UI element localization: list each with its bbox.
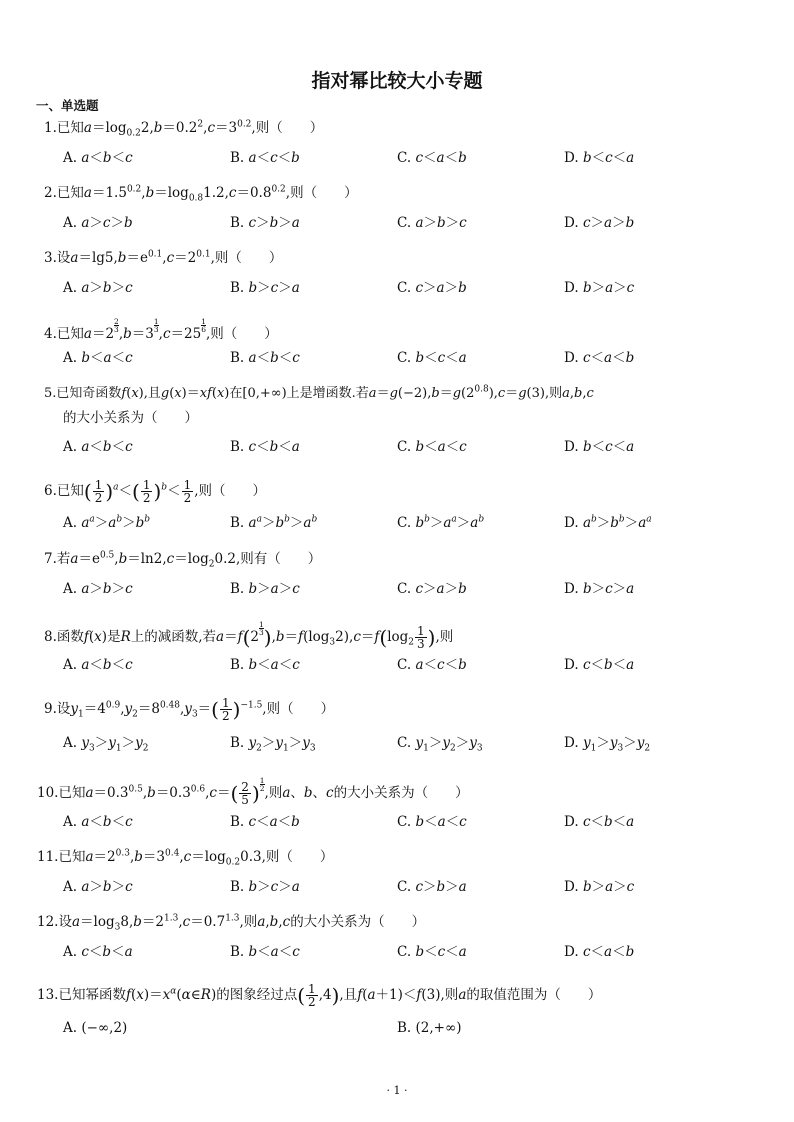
option-c[interactable]: C. c＞a＞b <box>397 581 467 597</box>
option-b[interactable]: B. a＜c＜b <box>230 150 300 166</box>
option-b[interactable]: B. c＜a＜b <box>230 814 300 830</box>
question-9: 9.设$y_1=4^{0.9},y_2=8^{0.48},y_3=$( $\frac{1}{2}$ )$^{-1.5}$,则（ ） <box>44 696 335 723</box>
option-d[interactable]: D. b＜c＜a <box>564 150 635 166</box>
question-3: 3.设$a=\lg 5,b=e^{0.1},c=2^{0.1}$,则（ ） <box>44 249 283 266</box>
option-d[interactable]: D. b＜c＜a <box>564 439 635 455</box>
option-c[interactable]: C. c＞b＞a <box>397 879 467 895</box>
option-a[interactable]: A. a＜b＜c <box>63 439 133 455</box>
question-6: 6.已知( $\frac{1}{2}$ )$^a$＜( $\frac{1}{2}$ )$^b$＜ $\frac{1}{2}$ ,则（ ） <box>44 478 266 505</box>
option-d[interactable]: D. $y_1>y_3>y_2$ <box>564 735 651 754</box>
option-a[interactable]: A. $y_3>y_1>y_2$ <box>63 735 149 754</box>
option-a[interactable]: A. c＜b＜a <box>63 944 133 960</box>
question-11: 11.已知$a=2^{0.3},b=3^{0.4},c=\log_{0.2}0.3$,则（ ） <box>37 848 334 868</box>
option-c[interactable]: C. b＜c＜a <box>397 350 467 366</box>
option-d[interactable]: D. c＜b＜a <box>564 814 635 830</box>
question-4: 4.已知a＝2 $\frac{2}{3}$ ,b＝3 $\frac{1}{3}$ ,c＝25 $\frac{1}{6}$ ,则（ ） <box>44 317 278 342</box>
option-c[interactable]: C. a＜c＜b <box>397 657 467 673</box>
option-b[interactable]: B. $y_2>y_1>y_3$ <box>230 735 316 754</box>
question-10: 10.已知$a=0.3^{0.5},b=0.3^{0.6},c=$( $\frac{2}{5}$ ) $\frac{1}{2}$ ,则a、b、c的大小关系为（ ） <box>37 776 469 807</box>
option-b[interactable]: B. (2,+∞) <box>397 1020 462 1036</box>
option-c[interactable]: C. b＜a＜c <box>397 814 467 830</box>
option-d[interactable]: D. b＞a＞c <box>564 879 635 895</box>
question-7: 7.若$a=e^{0.5},b=\ln 2,c=\log_20.2$,则有（ ） <box>44 550 322 570</box>
option-b[interactable]: B. b＜a＜c <box>230 944 300 960</box>
option-c[interactable]: C. b＜c＜a <box>397 944 467 960</box>
option-b[interactable]: B. b＜a＜c <box>230 657 300 673</box>
option-a[interactable]: A. a＞b＞c <box>63 879 133 895</box>
option-b[interactable]: B. $a^a>b^b>a^b$ <box>230 514 318 531</box>
option-c[interactable]: C. $b^b>a^a>a^b$ <box>397 514 485 531</box>
option-b[interactable]: B. b＞a＞c <box>230 581 300 597</box>
option-a[interactable]: A. a＜b＜c <box>63 814 133 830</box>
section-heading: 一、单选题 <box>36 98 99 113</box>
question-2: 2.已知$a=1.5^{0.2},b=\log_{0.8}1.2,c=0.8^{0.2}$,则（ ） <box>44 184 358 204</box>
option-c[interactable]: C. a＞b＞c <box>397 215 467 231</box>
page-number: · 1 · <box>386 1084 408 1097</box>
page-title: 指对幂比较大小专题 <box>311 70 483 92</box>
option-b[interactable]: B. a＜b＜c <box>230 350 300 366</box>
option-a[interactable]: A. a＞c＞b <box>63 215 133 231</box>
option-b[interactable]: B. c＞b＞a <box>230 215 300 231</box>
option-d[interactable]: D. c＞a＞b <box>564 215 635 231</box>
option-b[interactable]: B. b＞c＞a <box>230 280 300 296</box>
question-text: ,则（ ） <box>251 120 324 136</box>
option-c[interactable]: C. b＜a＜c <box>397 439 467 455</box>
question-12: 12.设$a=\log_38,b=2^{1.3},c=0.7^{1.3}$,则a,b,c的大小关系为（ ） <box>37 913 426 933</box>
question-5: 5.已知奇函数f(x),且g(x)＝xf(x)在[0,+∞)上是增函数.若$a=g(-2),b=g(2^{0.8}),c=g(3)$,则a,b,c <box>44 384 594 401</box>
question-13: 13.已知幂函数$f(x)=x^\alpha(\alpha\in R)$的图象经过点( $\frac{1}{2}$ ,4),且f(a＋1)＜f(3),则a的取值范围为（ ） <box>37 982 602 1009</box>
question-text: 已知 <box>56 120 84 136</box>
option-d[interactable]: D. c＜a＜b <box>564 350 635 366</box>
option-d[interactable]: D. c＜b＜a <box>564 657 635 673</box>
question-number: 1. <box>44 120 57 136</box>
option-a[interactable]: A. b＜a＜c <box>63 350 133 366</box>
option-c[interactable]: C. $y_1>y_2>y_3$ <box>397 735 483 754</box>
question-5-continued: 的大小关系为（ ） <box>63 410 198 426</box>
question-1: 1.已知$a=\log_{0.2}2,b=0.2^2,c=3^{0.2}$,则（ ） <box>44 119 324 139</box>
option-d[interactable]: D. b＞c＞a <box>564 581 635 597</box>
option-d[interactable]: D. $a^b>b^b>a^a$ <box>564 514 652 531</box>
option-b[interactable]: B. c＜b＜a <box>230 439 300 455</box>
option-a[interactable]: A. (−∞,2) <box>63 1020 128 1036</box>
option-a[interactable]: A. $a^a>a^b>b^b$ <box>63 514 151 531</box>
option-b[interactable]: B. b＞c＞a <box>230 879 300 895</box>
option-a[interactable]: A. a＜b＜c <box>63 657 133 673</box>
option-c[interactable]: C. c＞a＞b <box>397 280 467 296</box>
question-8: 8.函数f(x)是R上的减函数,若a＝f(2 $\frac{1}{3}$ )$,b=f(\log_32),c=f(\log_2$ $\frac{1}{3}$ ),则 <box>44 620 454 651</box>
option-a[interactable]: A. a＞b＞c <box>63 581 133 597</box>
option-d[interactable]: D. b＞a＞c <box>564 280 635 296</box>
option-c[interactable]: C. c＜a＜b <box>397 150 467 166</box>
option-a[interactable]: A. a＜b＜c <box>63 150 133 166</box>
option-d[interactable]: D. c＜a＜b <box>564 944 635 960</box>
option-a[interactable]: A. a＞b＞c <box>63 280 133 296</box>
